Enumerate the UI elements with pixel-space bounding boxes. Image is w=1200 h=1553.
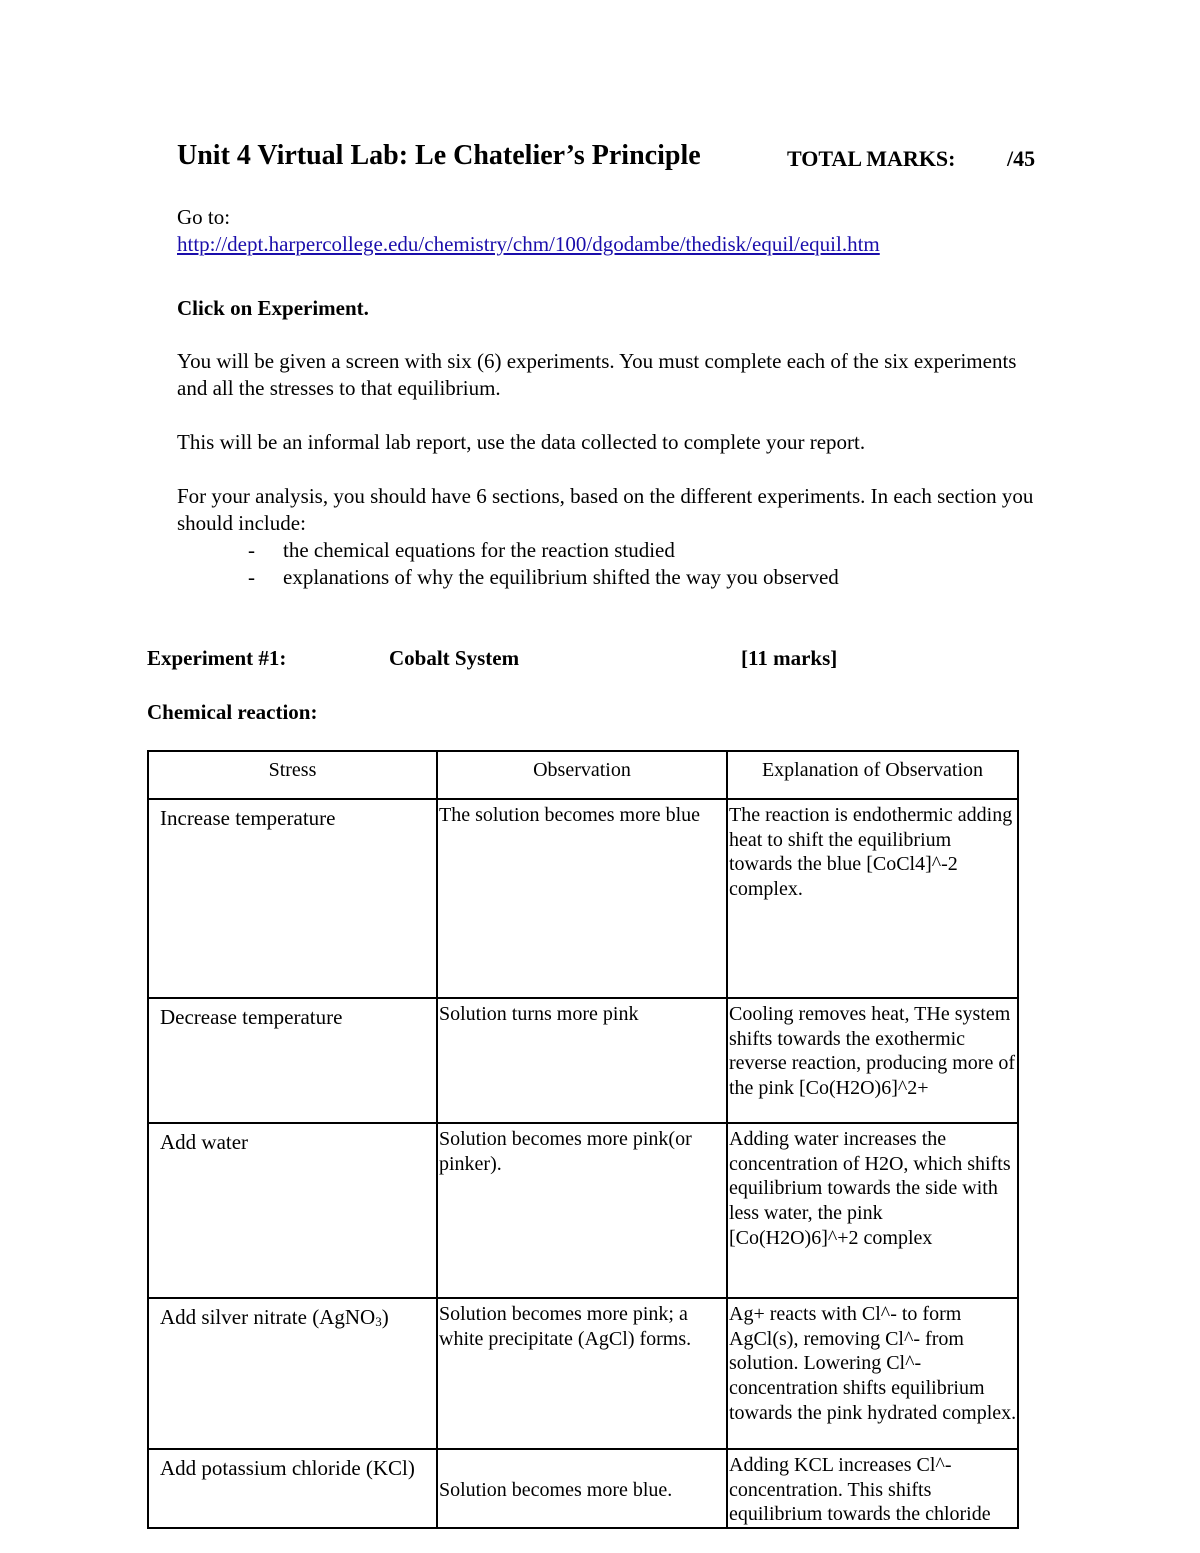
observation-cell: The solution becomes more blue [437,799,727,998]
instruction-paragraph-1: You will be given a screen with six (6) experiments. You must complete each of the six experiments and all the stresses to that equilibrium. [177,349,1017,400]
table-row [148,799,1018,998]
total-marks-value: /45 [1007,146,1036,171]
table-header-row [148,751,1018,799]
observation-cell: Solution becomes more blue. [437,1449,727,1528]
explanation-cell: Adding KCL increases Cl^- concentration. This shifts equilibrium towards the chloride [727,1449,1018,1528]
observation-table [147,750,1019,1529]
observation-cell: Solution becomes more pink(or pinker). [437,1123,727,1298]
header-explanation: Explanation of Observation [727,751,1018,799]
bullet-dash: - [248,538,255,562]
chemical-reaction-label: Chemical reaction: [147,700,318,724]
bullet-dash: - [248,565,255,589]
explanation-cell: Ag+ reacts with Cl^- to form AgCl(s), removing Cl^- from solution. Lowering Cl^- concentration shifts equilibrium towards the pink hydrated complex. [727,1298,1018,1449]
stress-cell: Add potassium chloride (KCl) [148,1449,437,1528]
click-instruction: Click on Experiment. [177,296,369,320]
table-row [148,1123,1018,1298]
experiment-number: Experiment #1: [147,646,287,670]
instruction-paragraph-3: For your analysis, you should have 6 sections, based on the different experiments. In each section you should include: [177,484,1034,535]
observation-cell: Solution becomes more pink; a white precipitate (AgCl) forms. [437,1298,727,1449]
stress-text: Add silver nitrate (AgNO [160,1305,376,1329]
experiment-name: Cobalt System [389,646,520,670]
stress-cell [148,1298,437,1449]
experiment-marks: [11 marks] [741,646,838,670]
stress-cell: Add water [148,1123,437,1298]
header-observation: Observation [437,751,727,799]
bullet-item: the chemical equations for the reaction studied [283,538,675,562]
bullet-item: explanations of why the equilibrium shifted the way you observed [283,565,839,589]
header-stress: Stress [148,751,437,799]
table-row [148,1298,1018,1449]
stress-cell: Increase temperature [148,799,437,998]
explanation-cell: Cooling removes heat, THe system shifts towards the exothermic reverse reaction, producing more of the pink [Co(H2O)6]^2+ [727,998,1018,1123]
stress-text-end: ) [381,1305,389,1329]
stress-cell: Decrease temperature [148,998,437,1123]
table-row [148,998,1018,1123]
instruction-paragraph-2: This will be an informal lab report, use the data collected to complete your report. [177,430,866,454]
goto-label: Go to: [177,205,231,229]
total-marks-label: TOTAL MARKS: [787,146,956,171]
explanation-cell: The reaction is endothermic adding heat to shift the equilibrium towards the blue [CoCl4]^-2 complex. [727,799,1018,998]
page-title: Unit 4 Virtual Lab: Le Chatelier’s Principle [177,140,701,171]
subscript: 3 [375,1314,382,1329]
observation-cell: Solution turns more pink [437,998,727,1123]
explanation-cell: Adding water increases the concentration of H2O, which shifts equilibrium towards the side with less water, the pink [Co(H2O)6]^+2 complex [727,1123,1018,1298]
table-row [148,1449,1018,1528]
lab-url-link[interactable]: http://dept.harpercollege.edu/chemistry/chm/100/dgodambe/thedisk/equil/equil.htm [177,232,880,256]
